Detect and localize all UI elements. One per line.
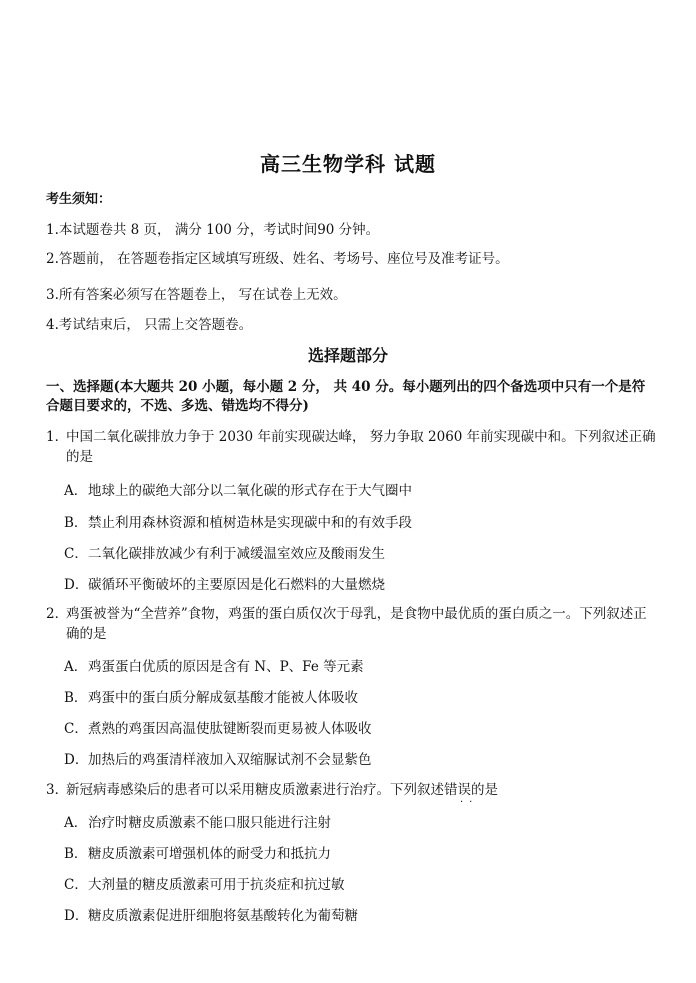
option-letter: C． <box>64 546 88 562</box>
part-header: 一、选择题(本大题共 20 小题，每小题 2 分， 共 40 分。每小题列出的四个备选项中只有一个是符合题目要求的，不选、多选、错选均不得分) <box>46 379 646 414</box>
notice-item-1: 1.本试题卷共 8 页， 满分 100 分，考试时间90 分钟。 <box>46 222 380 238</box>
option-letter: A． <box>64 659 88 675</box>
option-letter: D． <box>64 908 89 924</box>
option-letter: D． <box>64 577 89 593</box>
question-1-option-b <box>64 511 412 531</box>
option-text: 鸡蛋中的蛋白质分解成氨基酸才能被人体吸收 <box>88 690 358 706</box>
option-text: 二氧化碳排放减少有利于减缓温室效应及酸雨发生 <box>88 546 385 562</box>
option-letter: A． <box>64 483 88 499</box>
option-letter: B． <box>64 690 88 706</box>
option-letter: C． <box>64 877 88 893</box>
notice-item-2: 2.答题前， 在答题卷指定区域填写班级、姓名、考场号、座位号及准考证号。 <box>46 251 509 267</box>
notice-heading: 考生须知： <box>46 192 112 207</box>
option-text: 鸡蛋蛋白优质的原因是含有 N、P、Fe 等元素 <box>88 659 364 675</box>
option-text: 禁止利用森林资源和植树造林是实现碳中和的有效手段 <box>88 515 412 531</box>
option-text: 加热后的鸡蛋清样液加入双缩脲试剂不会显紫色 <box>88 752 372 768</box>
option-letter: A． <box>64 815 88 831</box>
question-2-stem <box>46 604 656 644</box>
option-text: 煮熟的鸡蛋因高温使肽键断裂而更易被人体吸收 <box>88 721 372 737</box>
option-letter: C． <box>64 721 88 737</box>
question-2-option-b <box>64 686 358 706</box>
option-letter: D． <box>64 752 89 768</box>
question-3-option-d <box>64 904 358 924</box>
question-1-stem <box>46 427 656 467</box>
question-text: 新冠病毒感染后的患者可以采用糖皮质激素进行治疗。下列叙述错误的是 <box>66 782 498 798</box>
emphasis-dots: ·· <box>460 797 479 808</box>
question-1-option-c <box>64 542 385 562</box>
question-2-option-d <box>64 748 372 768</box>
question-3-option-a <box>64 811 331 831</box>
option-text: 糖皮质激素可增强机体的耐受力和抵抗力 <box>88 846 331 862</box>
question-text: 鸡蛋被誉为“全营养”食物，鸡蛋的蛋白质仅次于母乳，是食物中最优质的蛋白质之一。下列叙述正确的是 <box>66 606 647 642</box>
question-2-option-c <box>64 717 372 737</box>
question-number: 1． <box>46 429 69 445</box>
question-2-option-a <box>64 655 364 675</box>
question-number: 2． <box>46 606 69 622</box>
question-3-option-c <box>64 873 345 893</box>
question-number: 3． <box>46 782 69 798</box>
notice-item-3: 3.所有答案必须写在答题卷上， 写在试卷上无效。 <box>46 287 347 303</box>
question-3-stem <box>46 780 656 800</box>
question-text: 中国二氧化碳排放力争于 2030 年前实现碳达峰， 努力争取 2060 年前实现碳中和。下列叙述正确的是 <box>66 429 656 465</box>
option-text: 碳循环平衡破坏的主要原因是化石燃料的大量燃烧 <box>88 577 385 593</box>
question-3-option-b <box>64 842 331 862</box>
option-text: 糖皮质激素促进肝细胞将氨基酸转化为葡萄糖 <box>88 908 358 924</box>
option-letter: B． <box>64 846 88 862</box>
option-text: 治疗时糖皮质激素不能口服只能进行注射 <box>88 815 331 831</box>
option-text: 地球上的碳绝大部分以二氧化碳的形式存在于大气圈中 <box>88 483 412 499</box>
section-title: 选择题部分 <box>307 346 388 365</box>
question-1-option-a <box>64 479 412 499</box>
exam-title: 高三生物学科 试题 <box>260 152 436 176</box>
notice-item-4: 4.考试结束后， 只需上交答题卷。 <box>46 317 253 333</box>
option-text: 大剂量的糖皮质激素可用于抗炎症和抗过敏 <box>88 877 345 893</box>
question-1-option-d <box>64 573 385 593</box>
option-letter: B． <box>64 515 88 531</box>
